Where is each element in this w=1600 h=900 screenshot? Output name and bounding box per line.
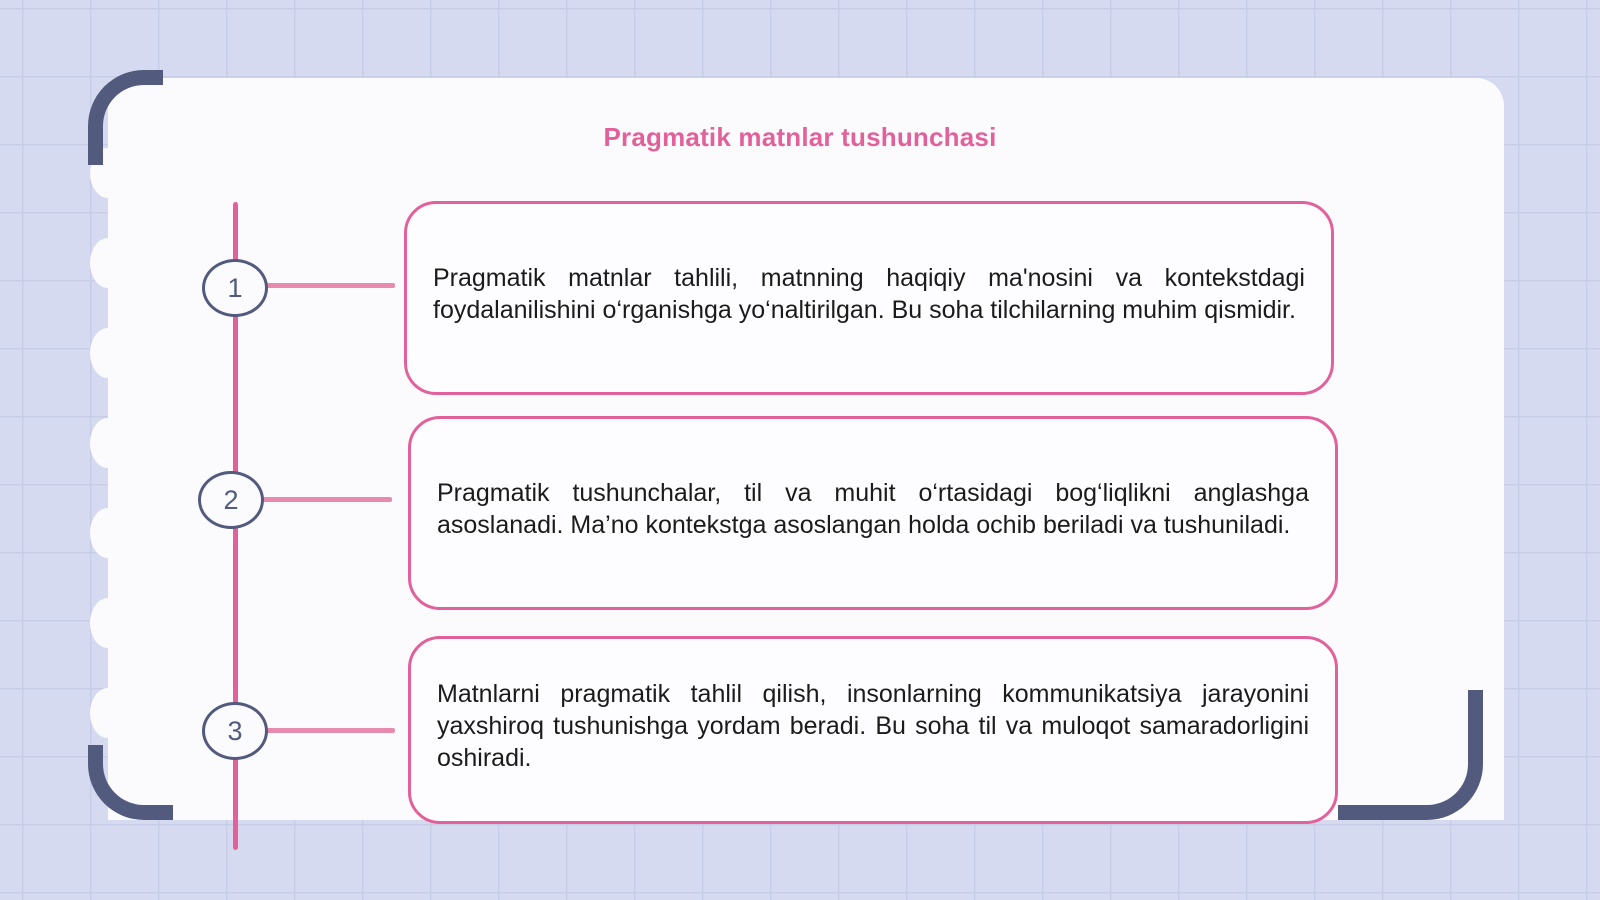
step-number-1: 1 (202, 259, 268, 317)
timeline-connector-2 (262, 497, 392, 502)
paper-scallop (90, 508, 126, 558)
step-card-text: Pragmatik tushunchalar, til va muhit o‘rtasidagi bog‘liqlikni anglashga asoslanadi. Ma’no kontekstga asoslangan holda ochib beriladi va tushuniladi. (437, 479, 1309, 539)
paper-scallop (90, 328, 126, 378)
paper-scallop (90, 598, 126, 648)
timeline-connector-3 (265, 728, 395, 733)
step-card-1 (404, 201, 1334, 395)
step-card-text: Pragmatik matnlar tahlili, matnning haqiqiy ma'nosini va kontekstdagi foydalanilishini o‘rganishga yo‘naltirilgan. Bu soha tilchilarning muhim qismidir. (433, 264, 1305, 324)
step-number-3: 3 (202, 702, 268, 760)
paper-scallop (90, 418, 126, 468)
step-card-2 (408, 416, 1338, 610)
paper-scallop (90, 688, 126, 738)
step-card-text: Matnlarni pragmatik tahlil qilish, insonlarning kommunikatsiya jarayonini yaxshiroq tushunishga yordam beradi. Bu soha til va muloqot samaradorligini oshiradi. (437, 680, 1309, 772)
step-number-2: 2 (198, 471, 264, 529)
paper-scallop (90, 238, 126, 288)
slide-title: Pragmatik matnlar tushunchasi (603, 122, 997, 152)
step-card-3 (408, 636, 1338, 824)
timeline-connector-1 (265, 283, 395, 288)
corner-bracket-bottom-right (1338, 690, 1483, 820)
corner-bracket-bottom-left (88, 745, 173, 820)
